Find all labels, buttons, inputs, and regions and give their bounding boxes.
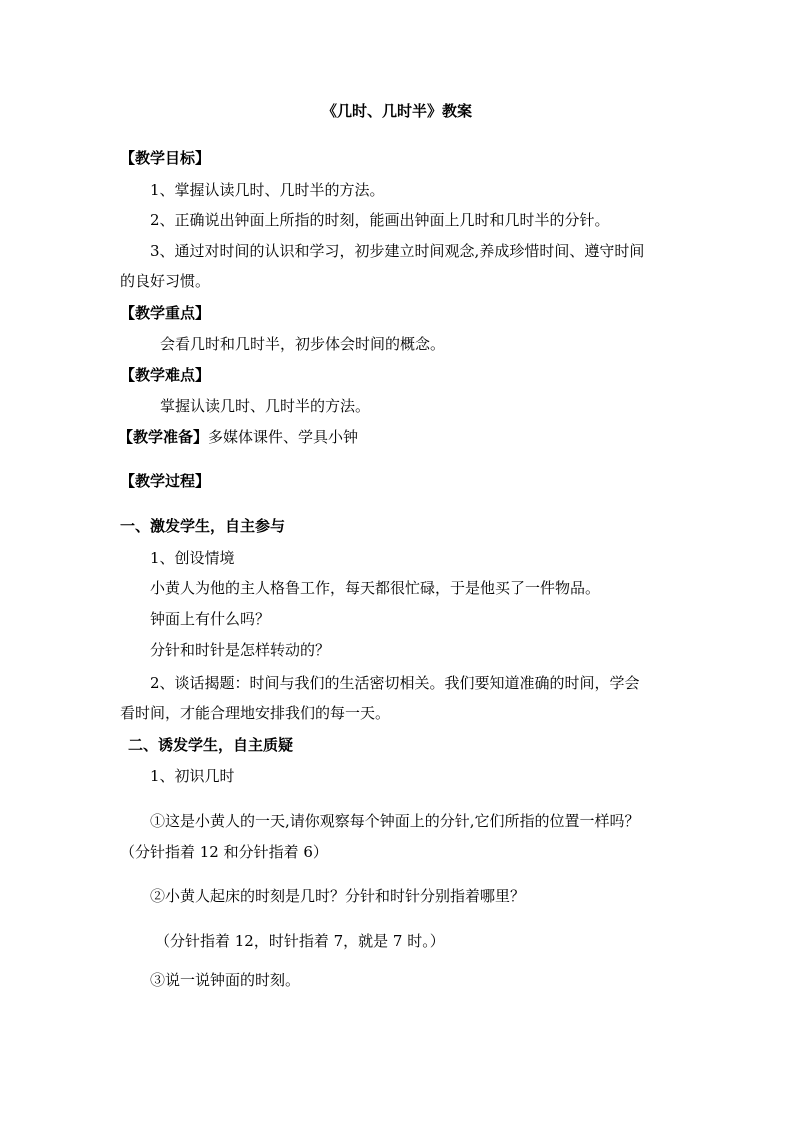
part-1-heading: 一、激发学生，自主参与	[120, 517, 286, 535]
objective-1: 1、掌握认读几时、几时半的方法。	[150, 181, 385, 199]
part-1-paragraph-3: 分针和时针是怎样转动的？	[150, 641, 331, 659]
difficulty-heading: 【教学难点】	[120, 366, 211, 384]
part-1-item-2-line-2: 看时间，才能合理地安排我们的每一天。	[120, 704, 391, 722]
question-2-answer: （分针指着 12，时针指着 7，就是 7 时。）	[155, 932, 445, 950]
difficulty-text: 掌握认读几时、几时半的方法。	[160, 397, 371, 415]
objectives-heading: 【教学目标】	[120, 149, 211, 167]
question-1-line-2: （分针指着 12 和分针指着 6）	[120, 843, 328, 861]
part-1-item-2-line-1: 2、谈话揭题：时间与我们的生活密切相关。我们要知道准确的时间，学会	[150, 674, 640, 692]
key-points-text: 会看几时和几时半，初步体会时间的概念。	[160, 335, 446, 353]
part-2-item-1: 1、初识几时	[150, 767, 235, 785]
objective-2: 2、正确说出钟面上所指的时刻，能画出钟面上几时和几时半的分针。	[150, 211, 610, 229]
part-1-item-1: 1、创设情境	[150, 549, 235, 567]
part-2-heading: 二、诱发学生，自主质疑	[128, 736, 294, 754]
document-title: 《几时、几时半》教案	[321, 102, 472, 120]
process-heading: 【教学过程】	[120, 472, 211, 490]
preparation-line	[118, 427, 358, 447]
key-points-heading: 【教学重点】	[120, 304, 211, 322]
question-3: ③说一说钟面的时刻。	[150, 971, 301, 989]
preparation-heading: 【教学准备】	[118, 428, 209, 446]
part-1-paragraph-1: 小黄人为他的主人格鲁工作，每天都很忙碌，于是他买了一件物品。	[150, 579, 601, 597]
part-1-paragraph-2: 钟面上有什么吗？	[150, 610, 271, 628]
objective-3-line-1: 3、通过对时间的认识和学习，初步建立时间观念,养成珍惜时间、遵守时间	[150, 242, 645, 260]
objective-3-line-2: 的良好习惯。	[120, 272, 211, 290]
preparation-text: 多媒体课件、学具小钟	[208, 428, 359, 446]
question-2: ②小黄人起床的时刻是几时？分针和时针分别指着哪里？	[150, 887, 526, 905]
question-1-line-1: ①这是小黄人的一天,请你观察每个钟面上的分针,它们所指的位置一样吗？	[150, 812, 640, 830]
